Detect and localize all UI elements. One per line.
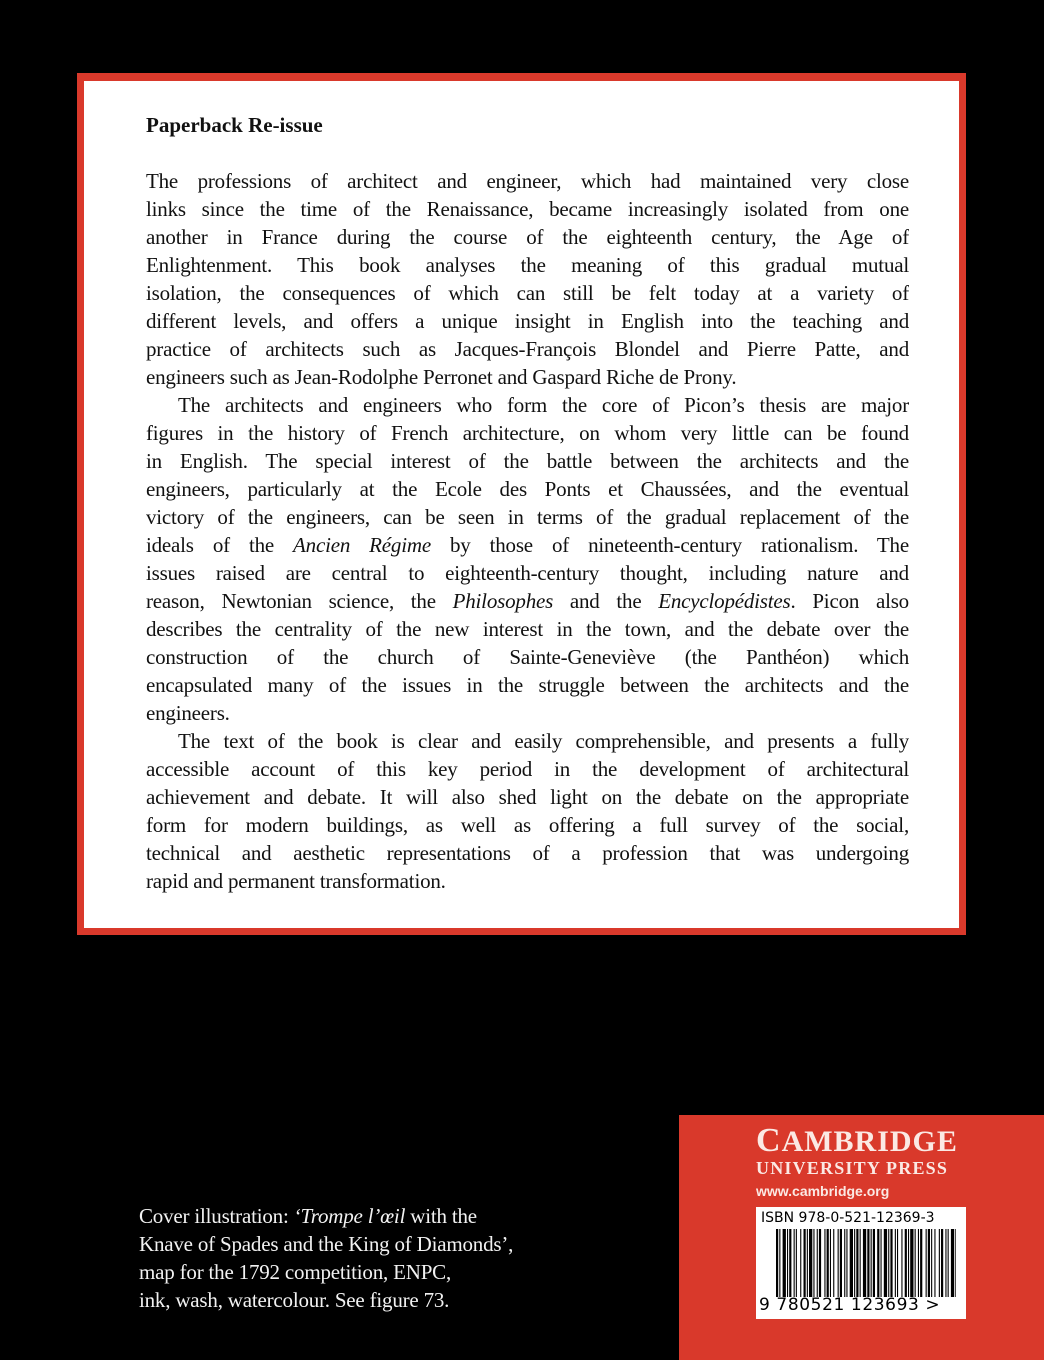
italic-title: ‘Trompe l’œil — [293, 1204, 406, 1228]
barcode-bar — [939, 1229, 940, 1297]
caption-line: map for the 1792 competition, ENPC, — [139, 1260, 452, 1284]
barcode-bar — [918, 1229, 919, 1297]
barcode-bar — [948, 1229, 949, 1297]
barcode-bar — [884, 1229, 887, 1297]
barcode-bar — [813, 1229, 814, 1297]
text-span: . Picon also — [790, 589, 909, 613]
text-line: rapid and permanent transformation. — [146, 869, 446, 893]
text-line: accessible account of this key period in the development of architectural — [146, 757, 909, 781]
caption-line — [139, 1202, 513, 1230]
barcode-bar — [873, 1229, 875, 1297]
publisher-panel — [679, 1115, 1044, 1360]
text-span: reason, Newtonian science, the — [146, 589, 453, 613]
barcode-bar — [779, 1229, 780, 1297]
text-line: in English. The special interest of the battle between the architects and the — [146, 449, 909, 473]
text-line: encapsulated many of the issues in the struggle between the architects and the — [146, 673, 909, 697]
text-line: engineers. — [146, 701, 230, 725]
barcode-bar — [888, 1229, 889, 1297]
italic-term: Ancien Régime — [293, 533, 431, 557]
barcode-bar — [824, 1229, 825, 1297]
description-content — [146, 111, 909, 895]
logo-text: AMBRIDGE — [781, 1125, 958, 1158]
paragraph-2 — [146, 391, 909, 727]
text-span: by those of nineteenth-century rationalism. The — [430, 533, 909, 557]
barcode-bar — [897, 1229, 898, 1297]
text-line: form for modern buildings, as well as offering a full survey of the social, — [146, 813, 909, 837]
isbn-label: ISBN 978-0-521-12369-3 — [761, 1210, 935, 1226]
barcode — [756, 1207, 966, 1319]
barcode-bar — [796, 1229, 797, 1297]
barcode-digits: 9 780521 123693 > — [759, 1295, 941, 1315]
text-line: another in France during the course of the eighteenth century, the Age of — [146, 225, 909, 249]
barcode-bar — [846, 1229, 847, 1297]
barcode-bar — [854, 1229, 855, 1297]
caption-line: Knave of Spades and the King of Diamonds’, — [139, 1232, 514, 1256]
text-line: achievement and debate. It will also shed light on the debate on the appropriate — [146, 785, 909, 809]
text-line: figures in the history of French architecture, on whom very little can be found — [146, 421, 909, 445]
barcode-bar — [844, 1229, 845, 1297]
logo-initial: C — [756, 1122, 782, 1159]
text-line: issues raised are central to eighteenth-century thought, including nature and — [146, 561, 909, 585]
text-span: Cover illustration: — [139, 1204, 294, 1228]
barcode-bar — [877, 1229, 879, 1297]
barcode-bar — [833, 1229, 834, 1297]
barcode-bar — [901, 1229, 902, 1297]
paragraph-3 — [146, 727, 909, 895]
barcode-bar — [908, 1229, 909, 1297]
italic-term: Philosophes — [452, 589, 554, 613]
barcode-bar — [920, 1229, 922, 1297]
barcode-bar — [860, 1229, 861, 1297]
barcode-bar — [819, 1229, 821, 1297]
barcode-bar — [905, 1229, 907, 1297]
publisher-logo — [756, 1122, 958, 1159]
publisher-url: www.cambridge.org — [756, 1183, 890, 1199]
barcode-bar — [807, 1229, 808, 1297]
text-line: practice of architects such as Jacques-François Blondel and Pierre Patte, and — [146, 337, 909, 361]
barcode-bar — [941, 1229, 943, 1297]
barcode-bar — [867, 1229, 869, 1297]
barcode-bar — [871, 1229, 872, 1297]
barcode-bar — [787, 1229, 788, 1297]
barcode-bar — [856, 1229, 858, 1297]
barcode-bar — [850, 1229, 853, 1297]
barcode-bar — [890, 1229, 892, 1297]
text-line: construction of the church of Sainte-Geneviève (the Panthéon) which — [146, 645, 909, 669]
text-line — [146, 587, 909, 615]
text-line: different levels, and offers a unique insight in English into the teaching and — [146, 309, 909, 333]
heading: Paperback Re-issue — [146, 113, 323, 137]
text-line: engineers, particularly at the Ecole des Ponts et Chaussées, and the eventual — [146, 477, 909, 501]
barcode-bar — [945, 1229, 946, 1297]
barcode-bar — [804, 1229, 806, 1297]
barcode-bar — [794, 1229, 795, 1297]
text-span: with the — [405, 1204, 477, 1228]
text-line: Enlightenment. This book analyses the meaning of this gradual mutual — [146, 253, 909, 277]
description-panel — [84, 81, 959, 928]
barcode-bar — [827, 1229, 829, 1297]
text-span: and the — [553, 589, 659, 613]
barcode-bar — [783, 1229, 786, 1297]
text-line: The architects and engineers who form the core of Picon’s thesis are major — [178, 393, 909, 417]
barcode-bar — [863, 1229, 866, 1297]
text-line: technical and aesthetic representations of a profession that was undergoing — [146, 841, 909, 865]
text-line: isolation, the consequences of which can still be felt today at a variety of — [146, 281, 909, 305]
text-line: The professions of architect and engineer, which had maintained very close — [146, 169, 909, 193]
barcode-bar — [934, 1229, 935, 1297]
text-line: links since the time of the Renaissance, became increasingly isolated from one — [146, 197, 909, 221]
text-span: ideals of the — [146, 533, 294, 557]
description-frame — [77, 73, 966, 935]
barcode-bar — [955, 1229, 956, 1297]
barcode-bar — [776, 1229, 778, 1297]
barcode-bar — [817, 1229, 818, 1297]
barcode-bar — [830, 1229, 831, 1297]
barcode-bar — [910, 1229, 913, 1297]
barcode-bar — [895, 1229, 896, 1297]
paragraph-1 — [146, 167, 909, 391]
barcode-bar — [840, 1229, 842, 1297]
barcode-bar — [928, 1229, 930, 1297]
barcode-bar — [789, 1229, 791, 1297]
caption-line: ink, wash, watercolour. See figure 73. — [139, 1288, 450, 1312]
text-line — [146, 531, 909, 559]
barcode-bars — [776, 1229, 956, 1297]
text-line: describes the centrality of the new interest in the town, and the debate over the — [146, 617, 909, 641]
barcode-bar — [838, 1229, 839, 1297]
barcode-bar — [809, 1229, 812, 1297]
publisher-subtitle: UNIVERSITY PRESS — [756, 1158, 949, 1178]
barcode-bar — [881, 1229, 882, 1297]
text-line: victory of the engineers, can be seen in terms of the gradual replacement of the — [146, 505, 909, 529]
italic-term: Encyclopédistes — [658, 589, 791, 613]
barcode-bar — [926, 1229, 927, 1297]
text-line: engineers such as Jean-Rodolphe Perronet and Gaspard Riche de Prony. — [146, 365, 737, 389]
cover-illustration-caption — [139, 1202, 513, 1314]
barcode-bar — [800, 1229, 801, 1297]
barcode-bar — [915, 1229, 916, 1297]
barcode-bar — [951, 1229, 954, 1297]
barcode-bar — [931, 1229, 932, 1297]
text-line: The text of the book is clear and easily comprehensible, and presents a fully — [178, 729, 909, 753]
